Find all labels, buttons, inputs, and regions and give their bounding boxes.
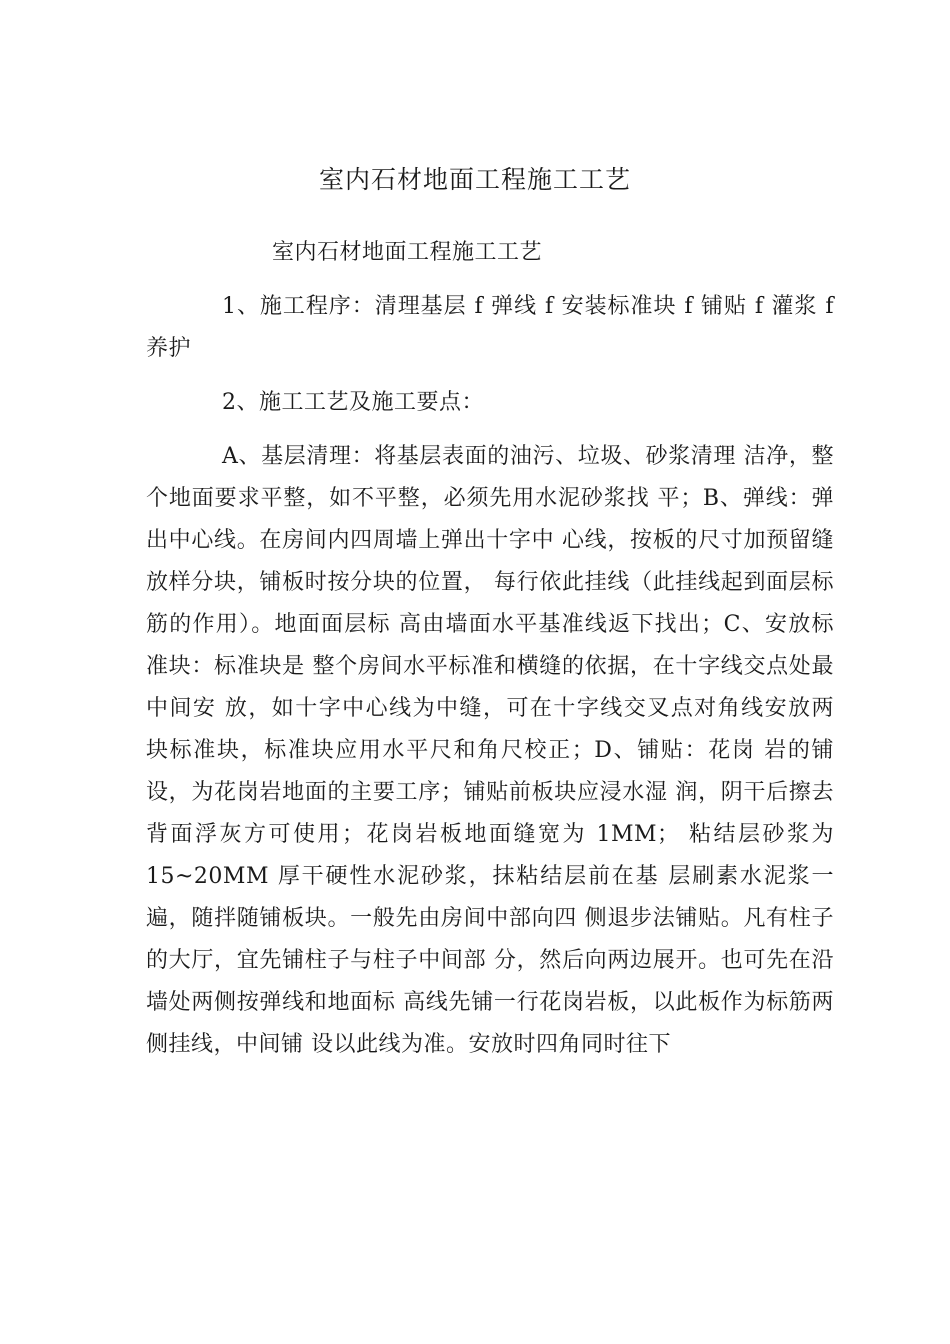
paragraph-process-details: A、基层清理：将基层表面的油污、垃圾、砂浆清理 洁净，整个地面要求平整，如不平整，必须先用水泥砂浆找 平；B、弹线：弹出中心线。在房间内四周墙上弹出十字中 心线，按板的尺寸加预留缝放样分块，铺板时按分块的位置， 每行依此挂线（此挂线起到面层标筋的作用）。地面面层标 高由墙面水平基准线返下找出；C、安放标准块：标准块是 整个房间水平标准和横缝的依据，在十字线交点处最中间安 放，如十字中心线为中缝，可在十字线交叉点对角线安放两 块标准块，标准块应用水平尺和角尺校正；D、铺贴：花岗 岩的铺设，为花岗岩地面的主要工序；铺贴前板块应浸水湿 润，阴干后擦去背面浮灰方可使用；花岗岩板地面缝宽为 1MM； 粘结层砂浆为 15~20MM 厚干硬性水泥砂浆，抹粘结层前在基 层刷素水泥浆一遍，随拌随铺板块。一般先由房间中部向四 侧退步法铺贴。凡有柱子的大厅，宜先铺柱子与柱子中间部 分，然后向两边展开。也可先在沿墙处两侧按弹线和地面标 高线先铺一行花岗岩板，以此板作为标筋两侧挂线，中间铺 设以此线为准。安放时四角同时往下 — [146, 444, 834, 1057]
document-subtitle: 室内石材地面工程施工工艺 — [272, 240, 543, 265]
paragraph-construction-procedure: 1、施工程序：清理基层 f 弹线 f 安装标准块 f 铺贴 f 灌浆 f 养护 — [146, 294, 834, 361]
document-body — [146, 232, 834, 1078]
document-title: 室内石材地面工程施工工艺 — [318, 165, 631, 194]
paragraph-process-heading: 2、施工工艺及施工要点： — [222, 390, 484, 415]
